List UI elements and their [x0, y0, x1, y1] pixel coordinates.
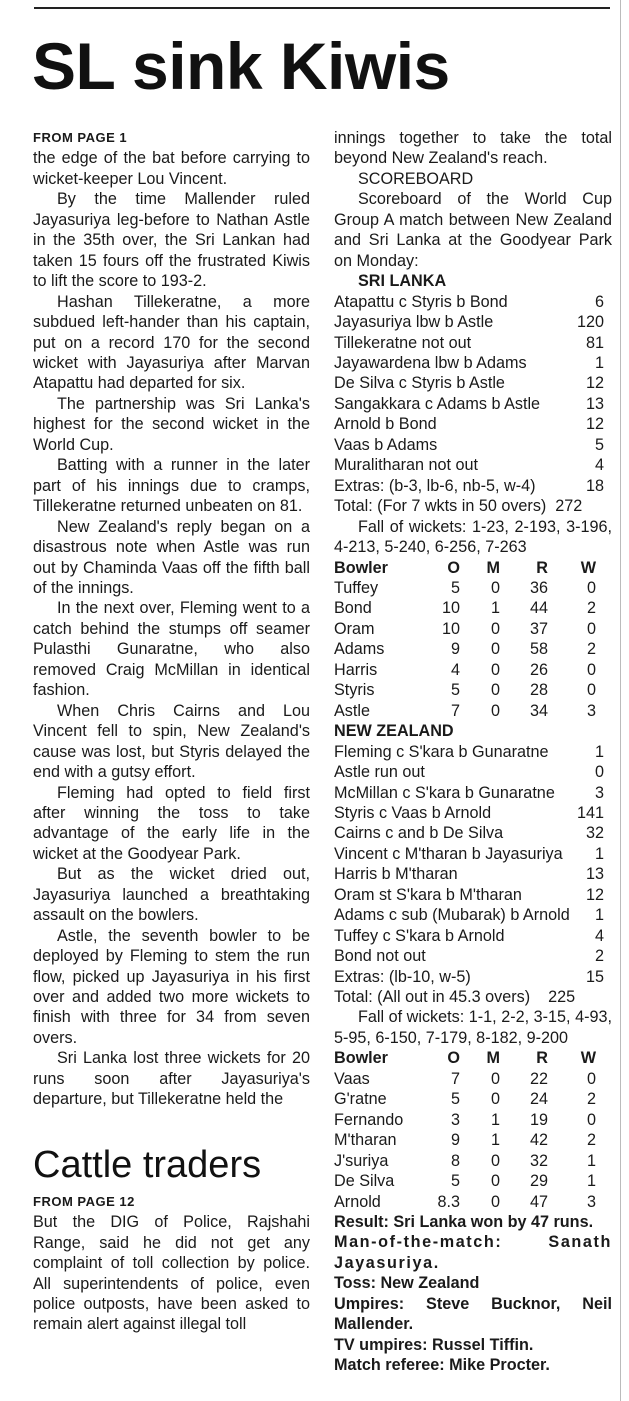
bowling-figure: 3 [586, 1192, 596, 1211]
batting-row [334, 333, 612, 353]
batting-row [334, 373, 612, 393]
kicker-from-page-12: FROM PAGE 12 [33, 1193, 135, 1209]
batsman-runs: 81 [585, 333, 604, 352]
bowling-figure: 22 [529, 1069, 548, 1088]
left-column [33, 128, 310, 1335]
story-paragraph: Batting with a runner in the later part of his innings due to cramps, Tillekeratne returned unbeaten on 81. [33, 456, 310, 516]
bowling-figure: 0 [490, 1090, 500, 1109]
bowling-figure: 26 [529, 660, 548, 679]
bowling-figure: 29 [529, 1172, 548, 1191]
bowling-figure: 19 [529, 1110, 548, 1129]
bowler-name: Harris [334, 660, 378, 679]
bowling-header-cell: W [580, 1049, 596, 1068]
bowling-figure: 4 [450, 660, 460, 679]
batsman-dismissal: Astle run out [334, 763, 425, 782]
bowling-header-cell: Bowler [334, 1049, 388, 1068]
bowling-header-cell: O [447, 558, 460, 577]
bowling-header-cell: R [536, 558, 548, 577]
bowling-figure: 58 [529, 640, 548, 659]
batsman-runs: 15 [585, 967, 604, 986]
bowling-row [334, 1171, 612, 1191]
match-referee: Match referee: Mike Procter. [334, 1356, 550, 1375]
bowling-header-cell: M [486, 1049, 500, 1068]
batsman-runs: 4 [594, 456, 604, 475]
batting-row [334, 353, 612, 373]
bowling-row [334, 619, 612, 639]
batsman-runs: 1 [594, 906, 604, 925]
sri-lanka-total: Total: (For 7 wkts in 50 overs) 272 [334, 497, 583, 516]
bowler-name: Arnold [334, 1192, 381, 1211]
bowling-row [334, 680, 612, 700]
batsman-runs: 1 [594, 742, 604, 761]
story-paragraph: Astle, the seventh bowler to be deployed by Fleming to stem the run flow, picked up Jayasuriya in his first over and added two more wickets to finish with three for 34 from seven overs. [33, 926, 310, 1047]
batsman-runs: 141 [576, 803, 604, 822]
bowling-figure: 0 [586, 660, 596, 679]
kicker-from-page-1: FROM PAGE 1 [33, 130, 128, 145]
batting-row [334, 864, 612, 884]
bowling-figure: 1 [586, 1172, 596, 1191]
new-zealand-total: Total: (All out in 45.3 overs) 225 [334, 988, 576, 1007]
batsman-runs: 1 [594, 844, 604, 863]
sri-lanka-fall-of-wickets: Fall of wickets: 1-23, 2-193, 3-196, 4-213, 5-240, 6-256, 7-263 [334, 517, 612, 557]
story-continuation: innings together to take the total beyond New Zealand's reach. [334, 129, 612, 168]
batsman-dismissal: Tuffey c S'kara b Arnold [334, 926, 505, 945]
batting-row [334, 946, 612, 966]
bowling-figure: 1 [586, 1151, 596, 1170]
team-sri-lanka-heading: SRI LANKA [358, 272, 447, 291]
batsman-runs: 32 [585, 824, 604, 843]
bowling-figure: 0 [586, 1110, 596, 1129]
bowling-header-cell: M [486, 558, 500, 577]
batsman-dismissal: Extras: (b-3, lb-6, nb-5, w-4) [334, 476, 536, 495]
headline: SL sink Kiwis [32, 29, 450, 103]
batting-row [334, 844, 612, 864]
scoreboard-intro: Scoreboard of the World Cup Group A match between New Zealand and Sri Lanka at the Goodyear Park on Monday: [334, 190, 612, 270]
bowling-header-cell: Bowler [334, 558, 388, 577]
story-paragraph: New Zealand's reply began on a disastrous note when Astle was run out by Chaminda Vaas off the fifth ball of the innings. [33, 517, 310, 597]
batting-row [334, 762, 612, 782]
batsman-dismissal: Oram st S'kara b M'tharan [334, 885, 522, 904]
bowling-figure: 0 [490, 1172, 500, 1191]
tv-umpires: TV umpires: Russel Tiffin. [334, 1335, 534, 1354]
batsman-dismissal: Jayawardena lbw b Adams [334, 353, 527, 372]
batsman-runs: 3 [594, 783, 604, 802]
bowler-name: Fernando [334, 1110, 404, 1129]
bowling-figure: 7 [450, 1069, 460, 1088]
batting-row [334, 803, 612, 823]
story-paragraph: When Chris Cairns and Lou Vincent fell to spin, New Zealand's cause was lost, but Styris delayed the end with a gutsy effort. [33, 701, 310, 782]
batting-row [334, 455, 612, 475]
bowling-figure: 1 [490, 1110, 500, 1129]
batting-row [334, 312, 612, 332]
bowling-row [334, 598, 612, 618]
bowling-header-row [334, 558, 612, 578]
story-paragraph: By the time Mallender ruled Jayasuriya leg-before to Nathan Astle in the 35th over, the Sri Lankan had taken 15 fours off the frustrated Kiwis to lift the score to 193-2. [33, 190, 310, 291]
story-body [33, 148, 310, 1109]
batsman-runs: 12 [585, 374, 604, 393]
bowler-name: M'tharan [334, 1131, 397, 1150]
bowling-row [334, 1151, 612, 1171]
bowler-name: De Silva [334, 1172, 395, 1191]
bowler-name: Vaas [334, 1069, 370, 1088]
bowling-figure: 2 [586, 599, 596, 618]
bowler-name: J'suriya [334, 1151, 389, 1170]
batsman-dismissal: Extras: (lb-10, w-5) [334, 967, 471, 986]
bowling-figure: 0 [586, 681, 596, 700]
bowling-row [334, 1069, 612, 1089]
batsman-dismissal: McMillan c S'kara b Gunaratne [334, 783, 555, 802]
batting-row [334, 885, 612, 905]
batting-row [334, 967, 612, 987]
bowling-figure: 7 [450, 701, 460, 720]
batsman-dismissal: Vincent c M'tharan b Jayasuriya [334, 844, 563, 863]
bowling-figure: 0 [490, 640, 500, 659]
bowling-figure: 28 [529, 681, 548, 700]
batsman-dismissal: Jayasuriya lbw b Astle [334, 313, 494, 332]
bowling-figure: 3 [586, 701, 596, 720]
story-paragraph: Sri Lanka lost three wickets for 20 runs soon after Jayasuriya's departure, but Tillekeratne held the [33, 1049, 310, 1109]
bowler-name: Oram [334, 619, 375, 638]
bowling-row [334, 1110, 612, 1130]
bowling-figure: 5 [450, 1172, 460, 1191]
story-paragraph: The partnership was Sri Lanka's highest for the second wicket in the World Cup. [33, 394, 310, 454]
story-paragraph: In the next over, Fleming went to a catch behind the stumps off seamer Pulasthi Gunaratne, who also removed Craig McMillan in identical fashion. [33, 599, 310, 700]
batsman-runs: 120 [576, 313, 604, 332]
bowling-figure: 47 [529, 1192, 548, 1211]
bowler-name: Adams [334, 640, 385, 659]
bowling-figure: 0 [490, 1192, 500, 1211]
bowling-figure: 8.3 [437, 1192, 460, 1211]
bowling-figure: 9 [450, 1131, 460, 1150]
bowling-figure: 3 [450, 1110, 460, 1129]
bowler-name: Tuffey [334, 578, 379, 597]
bowler-name: G'ratne [334, 1090, 387, 1109]
batting-row [334, 292, 612, 312]
story-paragraph: But as the wicket dried out, Jayasuriya launched a breathtaking assault on the bowlers. [33, 865, 310, 925]
page-edge [620, 0, 621, 1401]
bowling-figure: 8 [450, 1151, 460, 1170]
batsman-dismissal: Bond not out [334, 947, 426, 966]
bowling-row [334, 701, 612, 721]
bowling-figure: 0 [586, 619, 596, 638]
batting-row [334, 742, 612, 762]
batsman-dismissal: Sangakkara c Adams b Astle [334, 394, 541, 413]
bowling-figure: 0 [586, 1069, 596, 1088]
story-paragraph: the edge of the bat before carrying to wicket-keeper Lou Vincent. [33, 149, 310, 188]
bowling-figure: 0 [490, 1069, 500, 1088]
new-zealand-batting [334, 742, 612, 987]
bowling-figure: 1 [490, 599, 500, 618]
batsman-dismissal: Vaas b Adams [334, 435, 438, 454]
bowling-figure: 2 [586, 1090, 596, 1109]
batting-row [334, 435, 612, 455]
bowling-row [334, 578, 612, 598]
batting-row [334, 926, 612, 946]
team-new-zealand-heading: NEW ZEALAND [334, 722, 454, 741]
story-paragraph: Hashan Tillekeratne, a more subdued left-hander than his captain, put on a record 170 for the second wicket with Jayasuriya after Marvan Atapattu had departed for six. [33, 292, 310, 393]
bowler-name: Astle [334, 701, 370, 720]
cattle-traders-headline: Cattle traders [33, 1143, 262, 1186]
bowling-row [334, 1192, 612, 1212]
bowling-header-cell: O [447, 1049, 460, 1068]
bowling-figure: 37 [529, 619, 548, 638]
bowling-figure: 9 [450, 640, 460, 659]
batsman-dismissal: Arnold b Bond [334, 415, 437, 434]
batsman-dismissal: Cairns c and b De Silva [334, 824, 504, 843]
new-zealand-fall-of-wickets: Fall of wickets: 1-1, 2-2, 3-15, 4-93, 5-95, 6-150, 7-179, 8-182, 9-200 [334, 1008, 612, 1047]
bowling-figure: 10 [441, 619, 460, 638]
right-column [334, 128, 612, 1376]
batting-row [334, 905, 612, 925]
batsman-runs: 13 [585, 394, 604, 413]
batsman-runs: 18 [585, 476, 604, 495]
bowling-figure: 10 [441, 599, 460, 618]
bowling-figure: 0 [490, 681, 500, 700]
toss-result: Toss: New Zealand [334, 1274, 480, 1293]
bowling-header-cell: W [580, 558, 596, 577]
batsman-runs: 13 [585, 865, 604, 884]
bowling-figure: 0 [490, 619, 500, 638]
batting-row [334, 823, 612, 843]
bowling-header-cell: R [536, 1049, 548, 1068]
batting-row [334, 414, 612, 434]
bowling-row [334, 639, 612, 659]
bowling-figure: 0 [490, 578, 500, 597]
batting-row [334, 394, 612, 414]
batsman-runs: 0 [594, 763, 604, 782]
top-rule [34, 7, 610, 9]
batsman-runs: 6 [594, 292, 604, 311]
batting-row [334, 476, 612, 496]
sri-lanka-batting [334, 292, 612, 497]
batsman-dismissal: Muralitharan not out [334, 456, 478, 475]
sri-lanka-bowling-table [334, 1048, 612, 1212]
batsman-dismissal: De Silva c Styris b Astle [334, 374, 505, 393]
bowling-figure: 0 [490, 660, 500, 679]
new-zealand-bowling-table [334, 558, 612, 722]
bowling-row [334, 1089, 612, 1109]
bowling-figure: 0 [490, 701, 500, 720]
batsman-runs: 2 [594, 947, 604, 966]
batsman-dismissal: Adams c sub (Mubarak) b Arnold [334, 906, 570, 925]
batsman-runs: 4 [594, 926, 604, 945]
bowling-figure: 34 [529, 701, 548, 720]
cattle-traders-body: But the DIG of Police, Rajshahi Range, said he did not get any complaint of toll collection by police. All superintendents of police, even police outposts, have been asked to remain alert against illegal toll [33, 1213, 310, 1334]
bowling-figure: 32 [529, 1151, 548, 1170]
batsman-dismissal: Atapattu c Styris b Bond [334, 292, 508, 311]
bowling-row [334, 1130, 612, 1150]
bowling-figure: 5 [450, 681, 460, 700]
batsman-dismissal: Fleming c S'kara b Gunaratne [334, 742, 549, 761]
bowling-figure: 42 [529, 1131, 548, 1150]
story-paragraph: Fleming had opted to field first after winning the toss to take advantage of the early life in the wicket at the Goodyear Park. [33, 783, 310, 863]
batting-row [334, 783, 612, 803]
bowling-header-row [334, 1048, 612, 1068]
scoreboard-label: SCOREBOARD [358, 169, 474, 188]
bowling-figure: 24 [529, 1090, 548, 1109]
bowling-figure: 0 [490, 1151, 500, 1170]
match-result: Result: Sri Lanka won by 47 runs. [334, 1213, 594, 1232]
bowling-figure: 1 [490, 1131, 500, 1150]
bowling-figure: 36 [529, 578, 548, 597]
batsman-dismissal: Styris c Vaas b Arnold [334, 803, 492, 822]
batsman-runs: 12 [585, 885, 604, 904]
bowling-row [334, 660, 612, 680]
umpires: Umpires: Steve Bucknor, Neil Mallender. [334, 1294, 612, 1334]
bowler-name: Bond [334, 599, 372, 618]
batsman-runs: 12 [585, 415, 604, 434]
bowling-figure: 2 [586, 640, 596, 659]
bowler-name: Styris [334, 681, 375, 700]
bowling-figure: 5 [450, 1090, 460, 1109]
batsman-dismissal: Tillekeratne not out [334, 333, 472, 352]
batsman-runs: 5 [594, 435, 604, 454]
bowling-figure: 5 [450, 578, 460, 597]
batsman-runs: 1 [594, 353, 604, 372]
bowling-figure: 2 [586, 1131, 596, 1150]
bowling-figure: 44 [529, 599, 548, 618]
man-of-the-match: Man-of-the-match: Sanath Jayasuriya. [334, 1233, 612, 1272]
batsman-dismissal: Harris b M'tharan [334, 865, 458, 884]
bowling-figure: 0 [586, 578, 596, 597]
